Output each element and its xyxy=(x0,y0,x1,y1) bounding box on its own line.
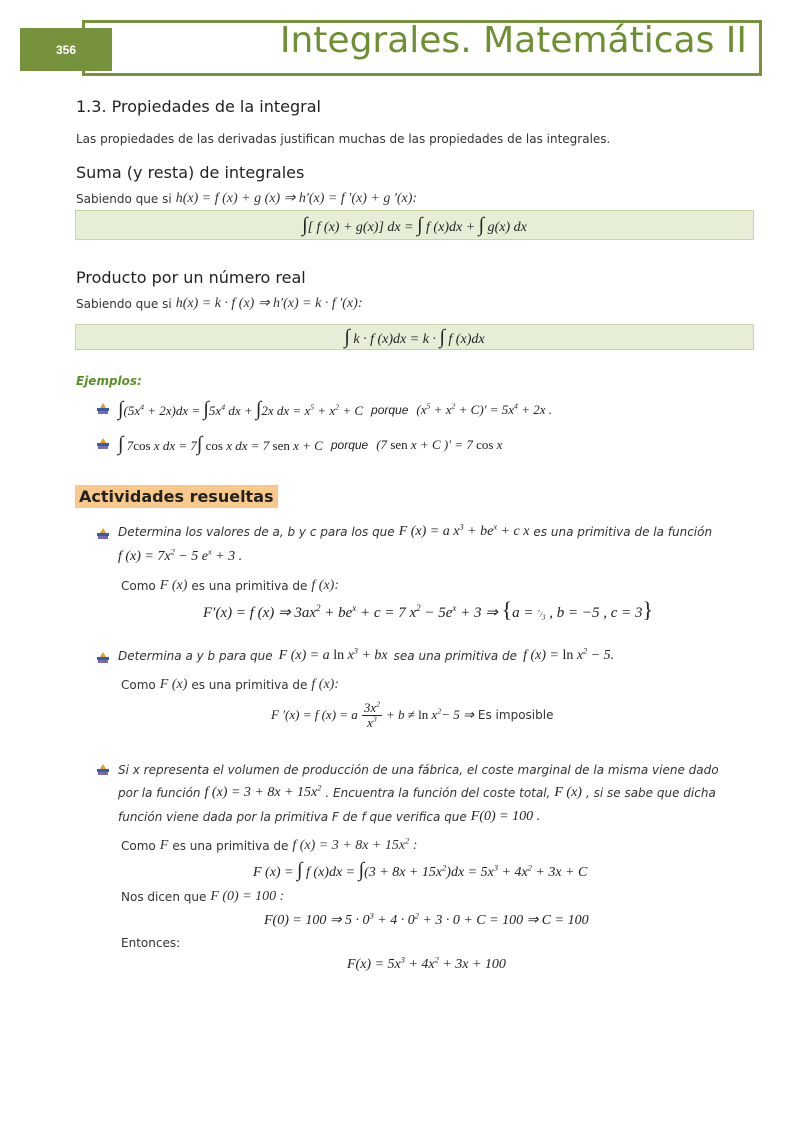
activity-3-final: $F(x) = 5x^3 + 4x^2 + 3x + 100$ xyxy=(347,955,506,972)
example-1-formula: $\int(5x^4 + 2x)dx = \int 5x^4$ dx + ∫2x dx = $x^5 + x^2 + C$ xyxy=(118,398,364,420)
example-2-porque: porque xyxy=(330,437,369,452)
sum-formula: ∫[ f (x) + g(x)] dx = ∫ f (x)dx + ∫ g(x) dx xyxy=(302,213,527,236)
activity-1-es-primitiva: es una primitiva de xyxy=(191,579,308,593)
activity-3-line-2a: por la función xyxy=(118,786,201,800)
activity-1-bullet-icon xyxy=(96,527,110,546)
activity-2-result: Es imposible xyxy=(477,708,554,723)
activity-3-f: f $(x) = 3 + 8x + 15x^2$ xyxy=(204,783,322,800)
activity-2-formula: F ′(x) = f (x) = a xyxy=(271,707,358,723)
activity-2-como-label: Como xyxy=(121,678,156,692)
activity-1-statement xyxy=(118,524,712,540)
activity-2-formula-rest: + $b \ne \ln x^2- 5$ ⇒ xyxy=(386,706,474,723)
activity-3-es-primitiva: es una primitiva de xyxy=(172,839,289,853)
activity-3-como-label: Como xyxy=(121,839,156,853)
product-title: Producto por un número real xyxy=(76,268,306,287)
sum-formula-box xyxy=(75,210,754,240)
activity-3-entonces: Entonces: xyxy=(121,936,181,950)
activity-2-solution xyxy=(271,701,553,729)
example-1-porque: porque xyxy=(371,402,409,417)
sum-title: Suma (y resta) de integrales xyxy=(76,163,305,182)
activity-3-line-2c: , si se sabe que dicha xyxy=(585,786,716,800)
page-number-badge xyxy=(20,28,112,71)
example-2-bullet-icon xyxy=(96,437,110,456)
activity-3-evaluation: F(0) = 100 ⇒ $5 \cdot 0^3 + 4 \cdot 0^2 + 3 \cdot 0 + C = 100$ ⇒ C = 100 xyxy=(264,911,589,928)
activity-3-nos-dicen-label: Nos dicen que xyxy=(121,890,207,904)
activity-3-line-3 xyxy=(118,809,540,825)
example-2-formula: ∫ 7cos x dx = 7∫ cos x dx = 7 sen x + C xyxy=(118,433,323,455)
activity-2-como xyxy=(121,677,339,693)
activity-2-text-2: sea una primitiva de xyxy=(393,649,518,663)
activity-3-Fx: F (x) xyxy=(554,785,582,800)
activity-2-F: F (x) = a $\ln x^3$ + bx xyxy=(278,646,388,663)
sum-prefix: Sabiendo que si xyxy=(76,191,172,206)
product-premise-formula: h(x) = k · f (x) ⇒ h′(x) = k · f ′(x): xyxy=(175,296,363,311)
product-premise xyxy=(76,295,362,312)
activity-1-text-1: Determina los valores de a, b y c para los que xyxy=(118,525,395,539)
example-2-derivative: (7 sen x + C )′ = 7 cos x xyxy=(376,436,503,452)
activity-3-nos-dicen xyxy=(121,889,284,905)
section-intro: Las propiedades de las derivadas justifican muchas de las propiedades de las integrales. xyxy=(76,132,611,146)
activities-badge: Actividades resueltas xyxy=(75,485,278,508)
activity-3-como-f: f $(x) = 3 + 8x + 15x^2$ : xyxy=(292,836,418,853)
activity-2-bullet-icon xyxy=(96,651,110,670)
activity-2-f: f $(x) = \ln x^2 - 5$. xyxy=(523,646,615,663)
sum-premise xyxy=(76,190,417,207)
activity-3-como xyxy=(121,838,417,854)
page-title: Integrales. Matemáticas II xyxy=(279,20,747,61)
product-formula-box xyxy=(75,324,754,350)
activity-3-bullet-icon xyxy=(96,763,110,782)
section-title: 1.3. Propiedades de la integral xyxy=(76,97,321,116)
activity-2-text-1: Determina a y b para que xyxy=(118,649,273,663)
activity-2-como-F: F (x) xyxy=(159,677,188,692)
activity-1-F: F (x) = a $x^3 + be^x + c$ x xyxy=(398,522,530,539)
activity-1-como-f: f (x): xyxy=(311,578,339,593)
page-number: 356 xyxy=(55,42,77,57)
activity-3-line-1: Si x representa el volumen de producción de una fábrica, el coste marginal de la misma viene dado xyxy=(118,763,719,777)
examples-label: Ejemplos: xyxy=(76,374,142,388)
activity-1-text-2: es una primitiva de la función xyxy=(533,525,713,539)
activity-1-como-F: F (x) xyxy=(159,578,188,593)
activity-1-f: f $(x) = 7x^2 - 5$ $e^x + 3$ . xyxy=(118,547,243,564)
activity-1-como-label: Como xyxy=(121,579,156,593)
activity-3-nos-dicen-formula: F (0) = 100 : xyxy=(210,889,285,904)
activity-3-line-2b: . Encuentra la función del coste total, xyxy=(325,786,551,800)
activity-1-solution: F′(x) = f (x) ⇒ $3ax^2 + be^x + c = 7$ $x^2 - 5e^x + 3$ ⇒ {$a = ^7/_3$ , b = −5 , c = 3} xyxy=(203,597,654,622)
product-formula: ∫ k · f (x)dx = k · ∫ f (x)dx xyxy=(344,325,485,348)
example-1 xyxy=(118,398,552,421)
example-1-bullet-icon xyxy=(96,402,110,421)
product-prefix: Sabiendo que si xyxy=(76,296,172,311)
activity-3-line-2 xyxy=(118,785,716,801)
example-1-derivative: $(x^5 + x^2 + C)' = 5x^4 + 2x$ . xyxy=(416,401,552,417)
activity-3-condition: F(0) = 100 . xyxy=(470,809,541,824)
activity-3-integral: F (x) = ∫ f $(x)dx = \int(3 + 8x + 15x^2)dx = 5x^3 + 4x^2 + 3x + C$ xyxy=(253,859,588,881)
activity-2-fraction: $3x^2$ $x^3$ xyxy=(363,699,380,730)
activity-3-line-3a: función viene dada por la primitiva F de f que verifica que xyxy=(118,810,467,824)
activity-1-como xyxy=(121,578,339,594)
activity-2-es-primitiva: es una primitiva de xyxy=(191,678,308,692)
activity-3-como-F: F xyxy=(159,838,169,853)
example-2 xyxy=(118,433,502,456)
activity-2-statement xyxy=(118,648,614,664)
activity-2-como-f: f (x): xyxy=(311,677,339,692)
sum-premise-formula: h(x) = f (x) + g (x) ⇒ h′(x) = f ′(x) + g ′(x): xyxy=(175,191,418,206)
